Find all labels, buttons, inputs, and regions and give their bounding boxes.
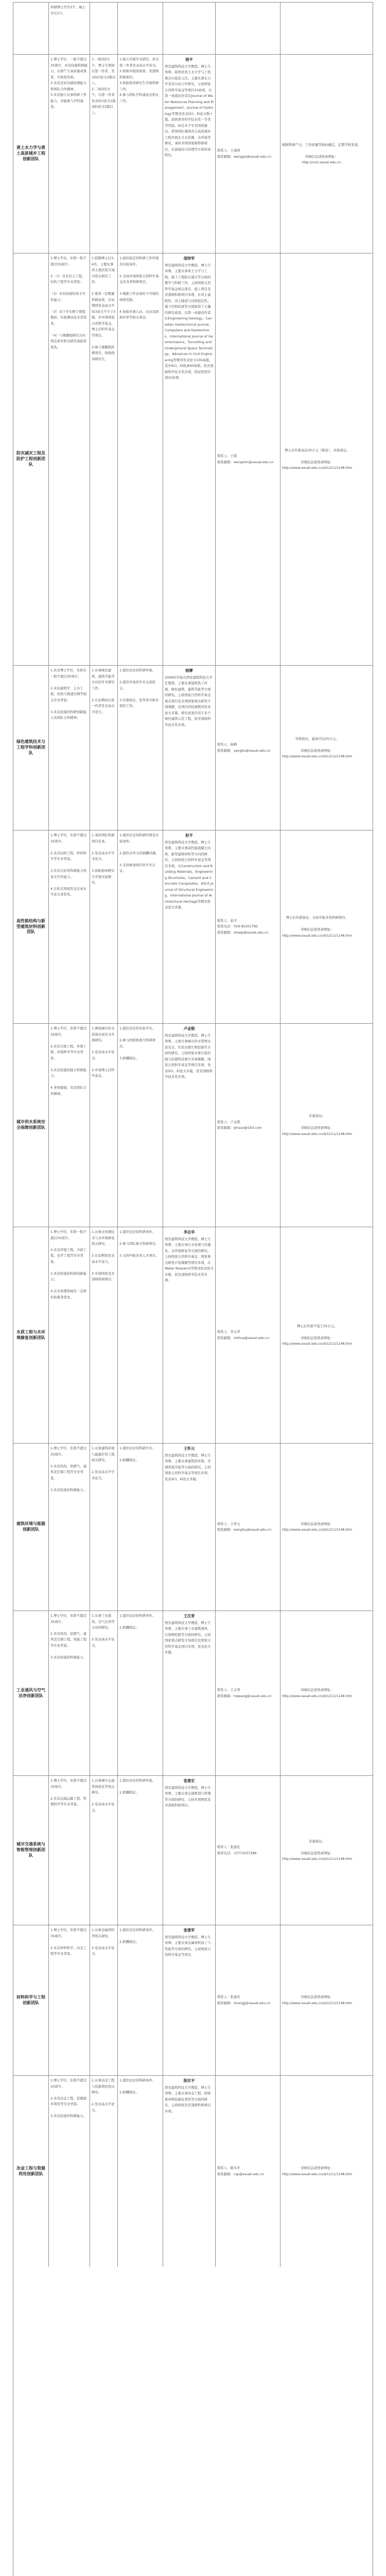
project-name-cell: 绿色建筑技术与工程学科创新团队 [16,739,45,755]
responsibilities-cell: 1.提供良好的科研环境。 2.提供开放的学术交流机会。 3.年薪面议，优秀者可推荐留校工作。 [117,666,163,830]
table-row [13,1611,373,1775]
contact-info: 联系人：王海涛 联系邮箱：wangpx@xauat.edu.cn [217,148,272,159]
requirements-cell: 1.博士学位，年龄不超过35周岁。 2.具有交通运输工程、管理科学等专业背景。 [48,1776,90,1925]
table-row [13,1023,373,1227]
responsibilities-cell: 1.提供良好的科研环境。 2.薪酬面议。 [117,1776,163,1925]
teacher-intro: 西安建筑科技大学教授、博士生导师。主要从事金属材料加工与性能等方面的研究，主持国家自然科学基金等项目。 [165,1935,211,1957]
recruitment-table [13,2,373,2576]
teacher-cell [163,666,215,830]
position-cell: 1.招聘博士后3-4名，主要从事黄土地区防灾减灾相关研究工作。 2.要求一定数量科研成果，在站期间发表高水平SCI论文不少于3篇，并申请国家自然科学基金、博士后科学基金等项目。 3.参与课题组科研项目，协助指导研究生。 [90,253,117,665]
info-cell [280,55,373,253]
project-name-cell: 工业通风与空气洁净创新团队 [16,1687,45,1698]
teacher-name: 杨柳 [185,668,193,673]
info-cell [280,1444,373,1611]
contact-info: 联系人：赵平 联系电话：029-82201782 联系邮箱：zhaop@xauat.edu.cn [217,918,269,935]
teacher-intro: 西安建筑科技大学教授、博士生导师，主要从事高性能混凝土结构、新型建筑材料等方向的研究。主持国家自然科学基金等项目多项，在Construction and Building Materials、Engineering Structures、Cement and Concrete Composites、ASCE Journal of Structural Engineering、International Journal of Architectural Heritage等期刊发表论文多篇。 [165,840,214,909]
info-cell [280,3,373,54]
table-row [13,1227,373,1443]
contact-info: 联系人：陈实平 联系邮箱：csp@xauat.edu.cn [217,2166,265,2176]
info-text: 博士后年薪不低于25万元。 详细信息请登录网址： http://www.xauat.edu.cn/d/1211/1148.htm [282,1324,353,1346]
teacher-cell [163,1776,215,1925]
position-cell: 1.承担团队科研项目任务。 2.发表高水平学术论文。 3.协助指导研究生开展实验研究。 [90,831,117,1023]
position-cell: 1.从事绿色建筑、建筑节能等方向的学术研究工作。 2.在站期间以第一作者发表高水平论文。 [90,666,117,830]
contact-info: 联系人：王铭 联系邮箱：wangmin@xauat.edu.cn [217,454,274,464]
teacher-name: 杨平 [185,57,193,62]
info-text: 详细信息请登录网址： http://www.xauat.edu.cn/d/1211/1148.htm [282,1521,353,1532]
project-name-cell: 建筑环境与能源创新团队 [16,1521,45,1532]
teacher-cell [163,1611,215,1775]
info-cell [280,1776,373,1925]
contact-info: 联系人：张建军 联系邮箱：zhangjj@xauat.edu.cn [217,1995,271,2005]
info-cell [280,666,373,830]
project-name-cell: 城市供水系统安全保障创新团队 [16,1120,45,1130]
info-text: 详细信息请登录网址： http://www.xauat.edu.cn/d/1211/1148.htm [282,1688,353,1698]
info-cell [280,1611,373,1775]
project-name-cell: 冶金工程与资源利用创新团队 [16,2165,45,2176]
teacher-cell [163,253,215,665]
teacher-cell [163,1925,215,2075]
teacher-name: 张建军 [183,1928,195,1933]
responsibilities-cell: 1.提供良好的科研条件。 2.薪酬面议。 [117,1925,163,2075]
teacher-name: 陈实平 [183,2078,195,2083]
responsibilities-cell: 1.提供良好的实验平台。 2.参与国家级重大科研项目。 3.薪酬面议。 [117,1024,163,1227]
info-text: 详细信息请登录网址： http://www.xauat.edu.cn/d/1211/1148.htm [282,2166,353,2176]
position-cell: 1.从事城市交通系统优化等相关研究。 2.发表高水平论文。 [90,1776,117,1925]
table-row [13,665,373,830]
info-text: 年薪面议，最高可达25万元。 详细信息请登录网址： http://www.xauat.edu.cn/d/1211/1148.htm [282,736,353,758]
info-cell [280,1925,373,2075]
contact-info: 联系人：王汉青 联系邮箱：hqwang@xauat.edu.cn [217,1688,272,1698]
project-name-cell [13,3,48,54]
responsibilities-cell: 1.提供良好的科研平台。 2.薪酬面议。 [117,1444,163,1611]
info-cell [280,253,373,665]
requirements-cell: 科研博士学位3个、硕士学位2个。 [48,3,90,54]
table-row [13,3,373,54]
info-text: 博士后年薪高达30万元（税前），具体面议。 详细信息请登录网址： http://www.xauat.edu.cn/d/1211/1148.htm [282,448,353,470]
contact-cell [215,1024,280,1227]
project-name-cell: 城市交通系统与智能管理创新团队 [16,1842,45,1858]
info-text: 详细信息请登录网址： http://www.xauat.edu.cn/d/1211/1148.htm [282,1995,353,2005]
project-name-cell: 黄土水力学与黄土高原城乡工程创新团队 [16,145,45,161]
project-name-cell: 高性能结构与新型建筑材料创新团队 [16,918,45,935]
teacher-cell [163,1444,215,1611]
contact-cell [215,2076,280,2267]
contact-cell [215,1227,280,1443]
requirements-cell: 1.博士学位，年龄不超过35周岁。 2.具有结构工程、材料科学等专业背景。 3.具有良好的科研能力和英文写作能力。 4.在相关领域发表过高水平论文者优先。 [48,831,90,1023]
table-row [13,1443,373,1611]
position-cell [90,3,117,54]
info-cell [280,831,373,1023]
info-cell [280,2076,373,2267]
requirements-cell: 1.博士学位，年龄不超过35周岁。 2.具有供热、供燃气、通风及空调工程等专业背景。 3.具有较强的科研能力。 [48,1444,90,1611]
contact-cell [215,1444,280,1611]
teacher-name: 邵帅军 [183,256,195,261]
teacher-name: 李志华 [183,1230,195,1234]
project-name-cell: 水质工程与水环境修复创新团队 [16,1329,45,1340]
requirements-cell: 1.博士学位，年龄不超过35周岁。 2.具有材料科学、冶金工程等专业背景。 [48,1925,90,2075]
info-text: 根据科研产出、工作质量等指标确定，定期考核发放。 详细信息请登录网址： http://civil.xauat.edu.cn [282,142,361,164]
project-name-cell: 防灾减灾工程及防护工程创新团队 [16,451,45,467]
requirements-cell: 1.博士学位，年龄不超过35周岁。 2.具有供热、供燃气、通风及空调工程、热能工程等专业背景。 3.具有较强的科研能力。 [48,1611,90,1775]
table-row [13,1775,373,1925]
teacher-cell [163,1227,215,1443]
info-text: 年薪面议。 详细信息请登录网址： http://www.xauat.edu.cn/d/1211/1148.htm [282,1114,353,1136]
contact-cell [215,253,280,665]
table-row [13,2075,373,2267]
requirements-cell: 1.博士学位，年龄一般不超过35周岁。 2.具有环境工程、市政工程、化学工程等专业背景。 3.具有较强的科研创新能力。 4.在水处理领域有一定研究积累者优先。 [48,1227,90,1443]
responsibilities-cell: 1.提供稳定的科研工作环境及实验条件。 2.支持申请国家自然科学基金及各类科研项目。 3.根据工作表现给予可观的绩效奖励。 4.协助办理入站、出站及职称评审等相关事宜。 [117,253,163,665]
requirements-cell: 1.博士毕业，年龄一般不超过35周岁。 2.（1）具有岩土工程、结构工程等专业背景； （2）具有较强的英文写作能力； （3）对于专长精于数值模拟、实验测试技术者优先； （4）与课题组研究方向相近或有相关研究基础者优先。 [48,253,90,665]
requirements-cell: 1.具有博士学位，年龄在一般不超过35周岁。 2.具有建筑学、土木工程、供热与暖通空调等相关专业背景。 3.具有较强的科研创新能力及团队合作精神。 [48,666,90,830]
responsibilities-cell: 1.提供良好的科研条件。 2.薪酬面议。 [117,2076,163,2267]
teacher-cell [163,55,215,253]
contact-cell [215,1611,280,1775]
contact-info: 联系人：张建宏 联系电话：13772037286 [217,1845,257,1855]
position-cell: 1.从事冶金工程与资源利用相关研究。 2.发表高水平论文。 [90,2076,117,2267]
teacher-intro: 西安建筑科技大学教授、博士生导师。主要从事城市供水管网水质安全、饮用水微生物控制等方面的研究，主持国家水体污染控制与治理科技重大专项课题、国家自然科学基金等项目多项，发表SCI、EI论文多篇，获省部级科学技术奖多项。 [165,1033,213,1079]
teacher-name: 赵平 [185,833,193,838]
position-cell: 1.从事金属材料等相关研究。 2.发表高水平论文。 [90,1925,117,2075]
teacher-name: 张建宏 [183,1778,195,1783]
info-cell [280,1227,373,1443]
requirements-cell: 1.博士学位，一般不超过35周岁，具有较强科研能力，在修产生高质量成果者，可放宽年龄。 2.具有良好沟通协调能力和团队合作精神。 3.具有独立从事科研工作能力，并能参与学科建设。 [48,55,90,253]
contact-cell [215,3,280,54]
teacher-cell [163,1024,215,1227]
teacher-cell [163,2076,215,2267]
responsibilities-cell [117,3,163,54]
table-row [13,253,373,665]
teacher-intro: 西安建筑科技大学教授、博士生导师。主要从事污水处理与资源化、水环境修复等方面的研究。主持国家自然科学基金、国家重点研发计划课题等项目多项，在Water Research等期刊发表论文多篇，获省部级科学技术奖多项。 [165,1236,214,1282]
responsibilities-cell: 1.提供良好的科研条件。 2.参与团队重大科研项目。 3.支持申报各类人才项目。 [117,1227,163,1443]
teacher-cell [163,831,215,1023]
contact-cell [215,55,280,253]
responsibilities-cell: 1.提供良好的科研条件。 2.薪酬面议。 [117,1611,163,1775]
teacher-intro: 西安建筑科技大学教授、博士生导师。主要从事冶金工程、固体废弃物资源化利用等方面的研究，主持国家及省部级科研项目多项。 [165,2085,211,2113]
responsibilities-cell: 1.独立开展学术研究，并以第一作者发表高水平论文。 2.积极申报国家级、省部级科研项目。 3.协助指导研究生开展科研工作。 4.参与团队学科建设及相关工作。 [117,55,163,253]
contact-cell [215,1776,280,1925]
position-cell: 1.一级岗位1个，博士生期间以第一作者，发表SCI论文2篇以上。 2.二级岗位2个，以第一作者发表SCI论文1篇或EI论文2篇以上。 [90,55,117,253]
responsibilities-cell: 1.提供充足的科研经费及实验条件。 2.提供竞争力的薪酬待遇。 3.支持参加国内外学术会议。 [117,831,163,1023]
requirements-cell: 1.博士学位，年龄不超过35周岁。 2.具有冶金工程、资源循环利用等专业背景。 3.具有较强的科研能力。 [48,2076,90,2267]
teacher-intro: 西安建筑科技大学教授、博士生导师。主要从事交通规划与管理等方面的研究，主持多项国家及省部级科研项目。 [165,1785,211,1807]
position-cell: 1.从事工业通风、空气洁净等方向的研究。 2.发表高水平论文。 [90,1611,117,1775]
contact-info: 联系人：杨柳 联系邮箱：yangliu@xauat.edu.cn [217,742,271,753]
info-cell [280,1024,373,1227]
teacher-intro: 西安建筑科技大学教授、博士生导师，陕西省黄土水力学与工程重点实验室主任。主要从事水力学及河川动力学研究，主持国家自然科学基金等项目10余项，以第一或通讯作者在Journal of Water Resources Planning and Management、Journal of Hydrology等期刊发表SCI、EI论文数十篇。获陕西省科学技术奖一等奖等奖励，担任多个学术团体委员。带领团队围绕黄土高原城乡工程开展水文水资源、水环境等研究，承担多项国家级科研项目，在流域综合治理等方面形成特色。 [165,64,214,157]
contact-info: 联系人：李志华 联系邮箱：zhihua@xauat.edu.cn [217,1330,270,1340]
teacher-name: 王汉青 [183,1614,195,1618]
info-text: 博士后年薪面议，支持申报各类科研项目。 详细信息请登录网址： http://www.xauat.edu.cn/d/1211/1148.htm [282,916,353,938]
table-row [13,830,373,1023]
contact-cell [215,1925,280,2075]
project-name-cell: 材料科学与工程创新团队 [16,1994,45,2005]
position-cell: 1.围绕城市供水系统水质安全开展研究。 2.发表高水平论文。 3.申请博士后科学基金。 [90,1024,117,1227]
info-text: 年薪面议。 详细信息请登录网址： http://www.xauat.edu.cn/d/1211/1148.htm [282,1839,353,1861]
teacher-name: 王怀元 [183,1446,195,1451]
position-cell: 1.从事建筑环境与能源应用工程相关研究。 2.发表高水平学术论文。 [90,1444,117,1611]
teacher-intro: 2006年开始在西安建筑科技大学任教授。主要从事建筑热工环境、绿色建筑、建筑节能等方面的研究。主持国家自然科学基金重点项目及多项国家重点研发计划课题，在国内外权威期刊发表论文多篇。研究成果应用于多个绿色建筑示范工程，获省部级科学技术奖多项。 [165,675,213,727]
teacher-intro: 西安建筑科技大学教授、博士生导师。主要从事建筑热环境、空调系统节能等方面的研究，主持国家自然科学基金等项目多项，发表SCI、EI论文多篇。 [165,1453,211,1481]
teacher-intro: 西安建筑科技大学教授、博士生导师。主要从事工业建筑通风、污染物控制等方面的研究，主持国家重点研发计划项目及国家自然科学基金项目多项，发表论文多篇。 [165,1620,211,1654]
teacher-cell [163,3,215,54]
table-row [13,1925,373,2075]
table-row [13,54,373,253]
contact-info: 联系人：王怀元 联系邮箱：wanghy@xauat.edu.cn [217,1521,272,1532]
contact-cell [215,831,280,1023]
position-cell: 1.从事水处理技术与水环境修复相关研究。 2.在站期间发表高水平论文。 3.申请国家及省部级科研项目。 [90,1227,117,1443]
requirements-cell: 1.博士学位，年龄不超过35周岁。 2.具有市政工程、环境工程、环境科学等专业背景。 3.具有较强的独立科研能力。 4.身体健康，具有团队合作精神。 [48,1024,90,1227]
contact-info: 联系人：卢金锁 联系邮箱：ljinsuo@163.com [217,1120,262,1130]
contact-cell [215,666,280,830]
teacher-name: 卢金锁 [183,1026,195,1031]
teacher-intro: 西安建筑科技大学教授、博士生导师，主要从事黄土力学与工程、地下工程防灾减灾等方面的教学与科研工作。主持国家自然科学基金重点项目、面上项目及省部级科研项目多项，在黄土湿陷性、黄土隆道与边坡稳定性、地下结构抗震等方面取得了丰确的研究成果。以第一或通讯作者在Engineering Geology、Canadian Geotechnical Journal、Computers and Geotechnics、International Journal of Geomechanics、Tunnelling and Underground Space Technology、Advances in Civil Engineering等期刊发表论文100余篇，其中SCI、EI收录60余篇。获省部级科学技术奖多项，授权发明专利10余项。 [165,263,214,380]
